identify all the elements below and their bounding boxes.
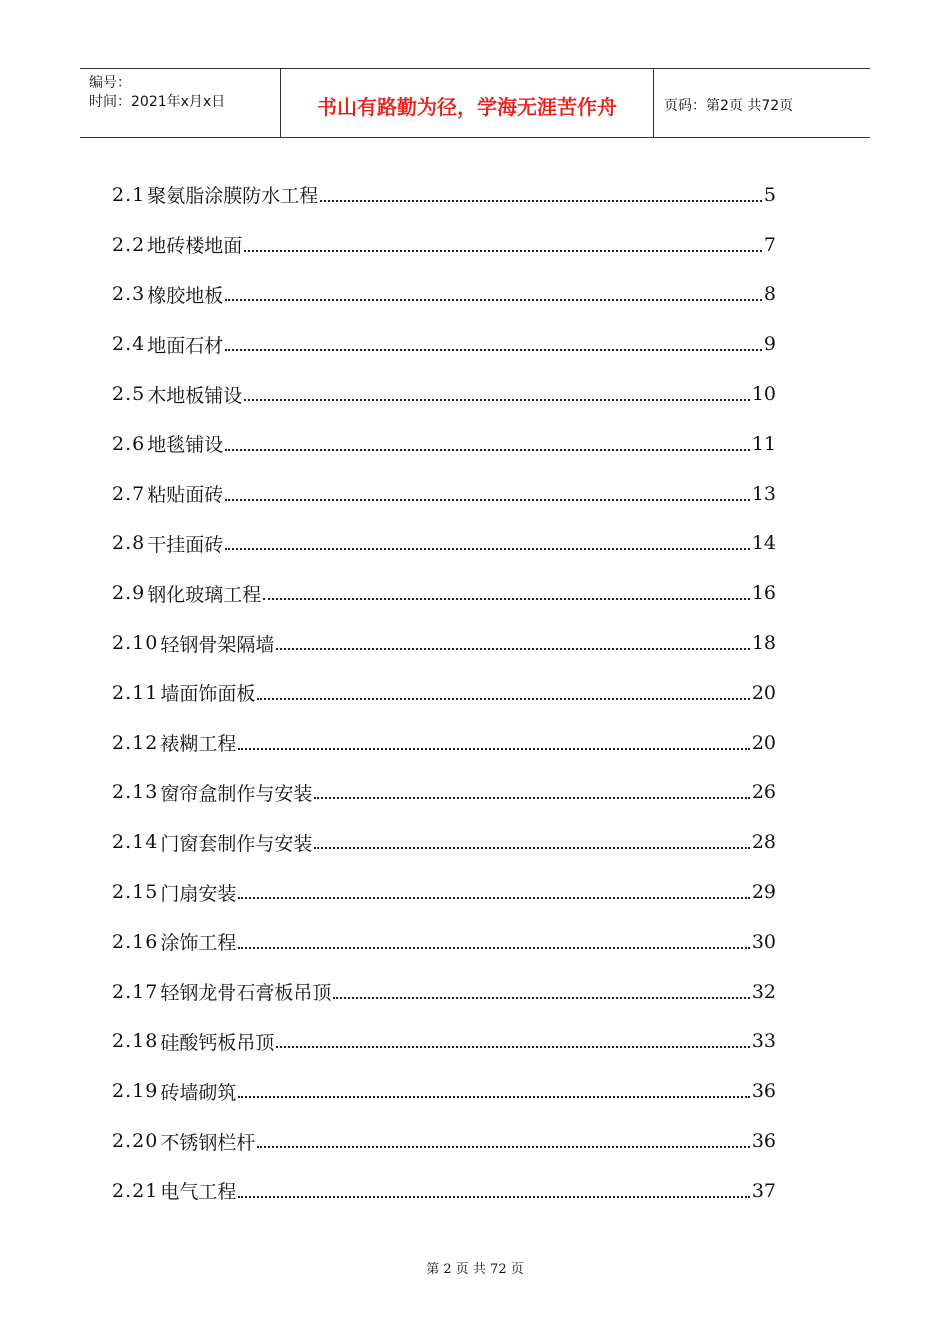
toc-entry[interactable]	[112, 369, 776, 419]
toc-entry-title: 不锈钢栏杆	[160, 1131, 256, 1154]
toc-entry-page: 36	[751, 1080, 776, 1103]
toc-entry-title: 裱糊工程	[160, 733, 237, 756]
toc-entry-number: 2.21	[112, 1179, 159, 1202]
toc-entry-number: 2.20	[112, 1130, 159, 1153]
toc-entry-title: 硅酸钙板吊顶	[160, 1031, 275, 1054]
page-header	[80, 68, 870, 138]
toc-dot-leader	[333, 997, 749, 999]
toc-entry-page: 9	[763, 333, 776, 356]
toc-entry-title: 门扇安装	[160, 882, 237, 905]
toc-entry-title: 轻钢骨架隔墙	[160, 633, 275, 656]
page-footer: 第 2 页 共 72 页	[426, 1262, 524, 1277]
toc-entry-page: 28	[751, 831, 776, 854]
toc-entry-page: 30	[751, 930, 776, 953]
toc-dot-leader	[238, 1096, 749, 1098]
toc-entry-number: 2.16	[112, 930, 159, 953]
toc-entry-page: 13	[751, 482, 776, 505]
toc-entry[interactable]	[112, 519, 776, 569]
toc-entry[interactable]	[112, 469, 776, 519]
toc-entry-title: 地砖楼地面	[147, 235, 243, 258]
toc-entry-number: 2.2	[112, 233, 146, 256]
toc-entry-title: 墙面饰面板	[160, 683, 256, 706]
toc-entry[interactable]	[112, 1066, 776, 1116]
toc-entry-title: 地面石材	[147, 334, 224, 357]
toc-entry-page: 32	[751, 980, 776, 1003]
toc-entry-number: 2.3	[112, 283, 146, 306]
toc-entry-number: 2.15	[112, 881, 159, 904]
toc-entry-page: 18	[751, 632, 776, 655]
toc-entry-page: 11	[751, 432, 776, 455]
toc-dot-leader	[244, 399, 750, 401]
toc-entry-page: 37	[751, 1179, 776, 1202]
toc-entry-number: 2.10	[112, 632, 159, 655]
toc-entry[interactable]	[112, 170, 776, 220]
toc-entry[interactable]	[112, 270, 776, 320]
toc-entry-number: 2.11	[112, 681, 159, 704]
toc-dot-leader	[257, 698, 749, 700]
header-motto: 书山有路勤为径，学海无涯苦作舟	[281, 69, 654, 137]
toc-entry[interactable]	[112, 718, 776, 768]
toc-entry-number: 2.17	[112, 980, 159, 1003]
toc-entry-title: 窗帘盒制作与安装	[160, 782, 313, 805]
document-date-label: 时间：2021年x月x日	[89, 94, 226, 110]
toc-entry-number: 2.19	[112, 1080, 159, 1103]
toc-entry-title: 涂饰工程	[160, 932, 237, 955]
header-meta	[80, 69, 281, 137]
header-page-info: 页码：第2页 共72页	[664, 98, 794, 114]
toc-dot-leader	[238, 947, 749, 949]
toc-entry-title: 砖墙砌筑	[160, 1081, 237, 1104]
toc-entry[interactable]	[112, 618, 776, 668]
toc-dot-leader	[320, 200, 762, 202]
toc-entry[interactable]	[112, 668, 776, 718]
toc-entry[interactable]	[112, 967, 776, 1017]
toc-entry-title: 聚氨脂涂膜防水工程	[147, 185, 319, 208]
toc-entry-page: 16	[751, 582, 776, 605]
toc-entry-number: 2.7	[112, 482, 146, 505]
toc-entry-title: 门窗套制作与安装	[160, 832, 313, 855]
toc-entry-title: 粘贴面砖	[147, 484, 224, 507]
toc-dot-leader	[276, 648, 749, 650]
toc-entry-page: 20	[751, 681, 776, 704]
toc-entry[interactable]	[112, 817, 776, 867]
toc-entry-page: 33	[751, 1030, 776, 1053]
toc-entry-page: 26	[751, 781, 776, 804]
toc-entry-page: 7	[763, 233, 776, 256]
toc-entry[interactable]	[112, 1116, 776, 1166]
toc-dot-leader	[225, 499, 750, 501]
toc-entry-number: 2.4	[112, 333, 146, 356]
toc-dot-leader	[263, 598, 750, 600]
toc-entry[interactable]	[112, 220, 776, 270]
toc-entry-page: 5	[763, 183, 776, 206]
toc-entry-title: 地毯铺设	[147, 434, 224, 457]
toc-entry-number: 2.12	[112, 731, 159, 754]
toc-entry-page: 10	[751, 383, 776, 406]
toc-entry-number: 2.5	[112, 383, 146, 406]
toc-dot-leader	[225, 449, 750, 451]
toc-entry-page: 20	[751, 731, 776, 754]
toc-dot-leader	[257, 1146, 749, 1148]
toc-entry[interactable]	[112, 768, 776, 818]
toc-entry-page: 36	[751, 1130, 776, 1153]
toc-entry-number: 2.9	[112, 582, 146, 605]
toc-dot-leader	[314, 797, 749, 799]
document-number-label: 编号：	[89, 75, 131, 91]
toc-entry-number: 2.8	[112, 532, 146, 555]
table-of-contents	[112, 170, 776, 1216]
toc-entry[interactable]	[112, 917, 776, 967]
toc-entry-page: 14	[751, 532, 776, 555]
toc-dot-leader	[225, 349, 762, 351]
toc-dot-leader	[314, 847, 749, 849]
toc-dot-leader	[244, 250, 762, 252]
toc-dot-leader	[225, 299, 762, 301]
toc-dot-leader	[238, 1196, 749, 1198]
toc-entry[interactable]	[112, 867, 776, 917]
toc-entry-title: 轻钢龙骨石膏板吊顶	[160, 982, 332, 1005]
toc-entry[interactable]	[112, 1017, 776, 1067]
toc-entry-number: 2.18	[112, 1030, 159, 1053]
toc-entry-number: 2.13	[112, 781, 159, 804]
toc-dot-leader	[276, 1046, 749, 1048]
toc-entry[interactable]	[112, 419, 776, 469]
toc-entry-page: 8	[763, 283, 776, 306]
toc-entry-title: 橡胶地板	[147, 284, 224, 307]
toc-entry-number: 2.14	[112, 831, 159, 854]
toc-dot-leader	[225, 548, 750, 550]
toc-dot-leader	[238, 748, 749, 750]
toc-entry-page: 29	[751, 881, 776, 904]
toc-entry[interactable]	[112, 319, 776, 369]
toc-entry[interactable]	[112, 568, 776, 618]
toc-entry[interactable]	[112, 1166, 776, 1216]
toc-entry-title: 电气工程	[160, 1181, 237, 1204]
toc-dot-leader	[238, 897, 749, 899]
toc-entry-number: 2.6	[112, 432, 146, 455]
toc-entry-number: 2.1	[112, 183, 146, 206]
toc-entry-title: 木地板铺设	[147, 384, 243, 407]
toc-entry-title: 干挂面砖	[147, 533, 224, 556]
toc-entry-title: 钢化玻璃工程	[147, 583, 262, 606]
